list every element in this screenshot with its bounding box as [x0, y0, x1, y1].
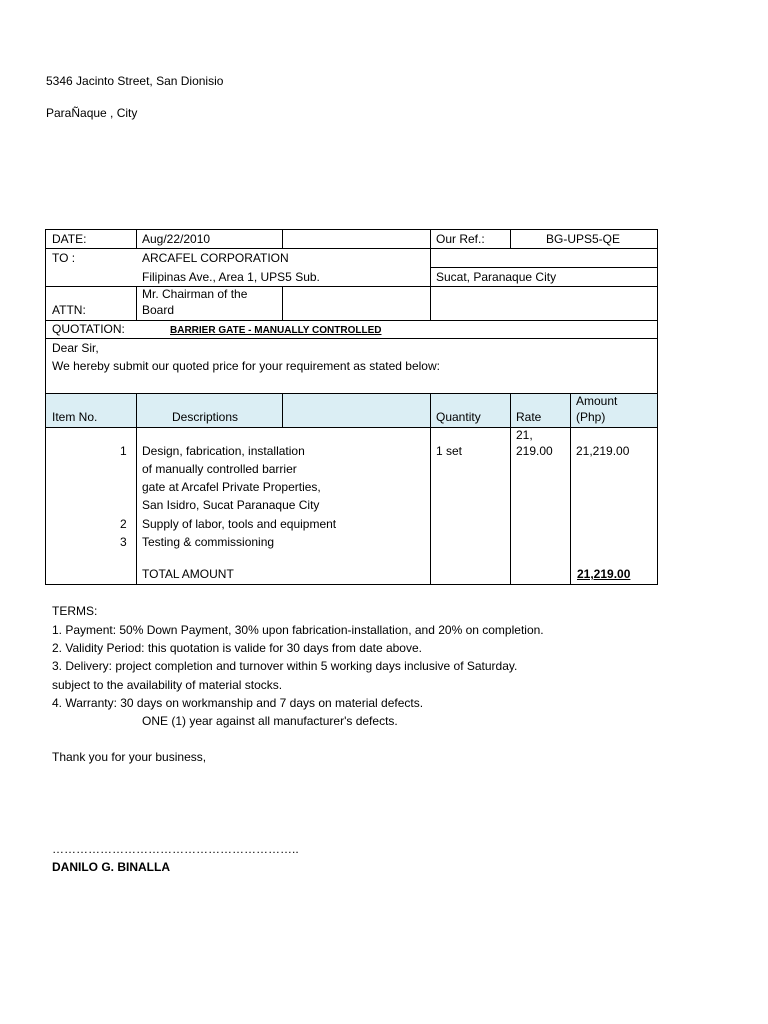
terms-heading: TERMS:: [52, 604, 98, 618]
item-1-rate-line2: 219.00: [516, 444, 553, 458]
attn-label: ATTN:: [52, 303, 86, 317]
column-header-item-no: Item No.: [52, 410, 98, 424]
item-1-number: 1: [120, 444, 127, 458]
column-header-background: [46, 394, 657, 427]
ref-label: Our Ref.:: [436, 232, 485, 246]
item-3-number: 3: [120, 535, 127, 549]
intro-text: We hereby submit our quoted price for your requirement as stated below:: [52, 359, 440, 373]
attn-value-line2: Board: [142, 303, 175, 317]
item-3-desc: Testing & commissioning: [142, 535, 275, 549]
attn-value-line1: Mr. Chairman of the: [142, 287, 248, 301]
date-value: Aug/22/2010: [142, 232, 211, 246]
to-company: ARCAFEL CORPORATION: [142, 251, 289, 265]
column-header-rate: Rate: [516, 410, 542, 424]
sender-address-line2: ParaÑaque , City: [46, 106, 138, 120]
column-header-quantity: Quantity: [436, 410, 481, 424]
salutation: Dear Sir,: [52, 341, 99, 355]
signatory-name: DANILO G. BINALLA: [52, 860, 170, 874]
item-1-desc-line1: Design, fabrication, installation: [142, 444, 305, 458]
item-1-desc-line2: of manually controlled barrier: [142, 462, 297, 476]
item-1-desc-line4: San Isidro, Sucat Paranaque City: [142, 498, 320, 512]
date-label: DATE:: [52, 232, 87, 246]
column-header-descriptions: Descriptions: [172, 410, 239, 424]
terms-line-3: 3. Delivery: project completion and turnover within 5 working days inclusive of Saturday.: [52, 659, 518, 673]
to-city: Sucat, Paranaque City: [436, 270, 557, 284]
item-2-number: 2: [120, 517, 127, 531]
column-header-amount-line2: (Php): [576, 410, 606, 424]
total-value: 21,219.00: [577, 567, 631, 581]
item-1-rate-line1: 21,: [516, 428, 533, 442]
to-label: TO :: [52, 251, 76, 265]
ref-value: BG-UPS5-QE: [546, 232, 621, 246]
terms-line-1: 1. Payment: 50% Down Payment, 30% upon fabrication-installation, and 20% on completion.: [52, 623, 544, 637]
terms-line-2: 2. Validity Period: this quotation is valide for 30 days from date above.: [52, 641, 422, 655]
item-1-amount: 21,219.00: [576, 444, 630, 458]
to-address: Filipinas Ave., Area 1, UPS5 Sub.: [142, 270, 320, 284]
thanks-text: Thank you for your business,: [52, 750, 207, 764]
terms-line-4: subject to the availability of material stocks.: [52, 678, 283, 692]
item-2-desc: Supply of labor, tools and equipment: [142, 517, 337, 531]
item-1-quantity: 1 set: [436, 444, 463, 458]
quotation-subject: BARRIER GATE - MANUALLY CONTROLLED: [170, 325, 382, 336]
signature-line: ……………………………………………………..: [52, 842, 299, 856]
sender-address-line1: 5346 Jacinto Street, San Dionisio: [46, 74, 224, 88]
total-label: TOTAL AMOUNT: [142, 567, 234, 581]
terms-line-5: 4. Warranty: 30 days on workmanship and 7 days on material defects.: [52, 696, 424, 710]
column-header-amount-line1: Amount: [576, 394, 618, 408]
item-1-desc-line3: gate at Arcafel Private Properties,: [142, 480, 321, 494]
terms-line-6: ONE (1) year against all manufacturer's defects.: [142, 714, 398, 728]
quotation-label: QUOTATION:: [52, 322, 125, 336]
